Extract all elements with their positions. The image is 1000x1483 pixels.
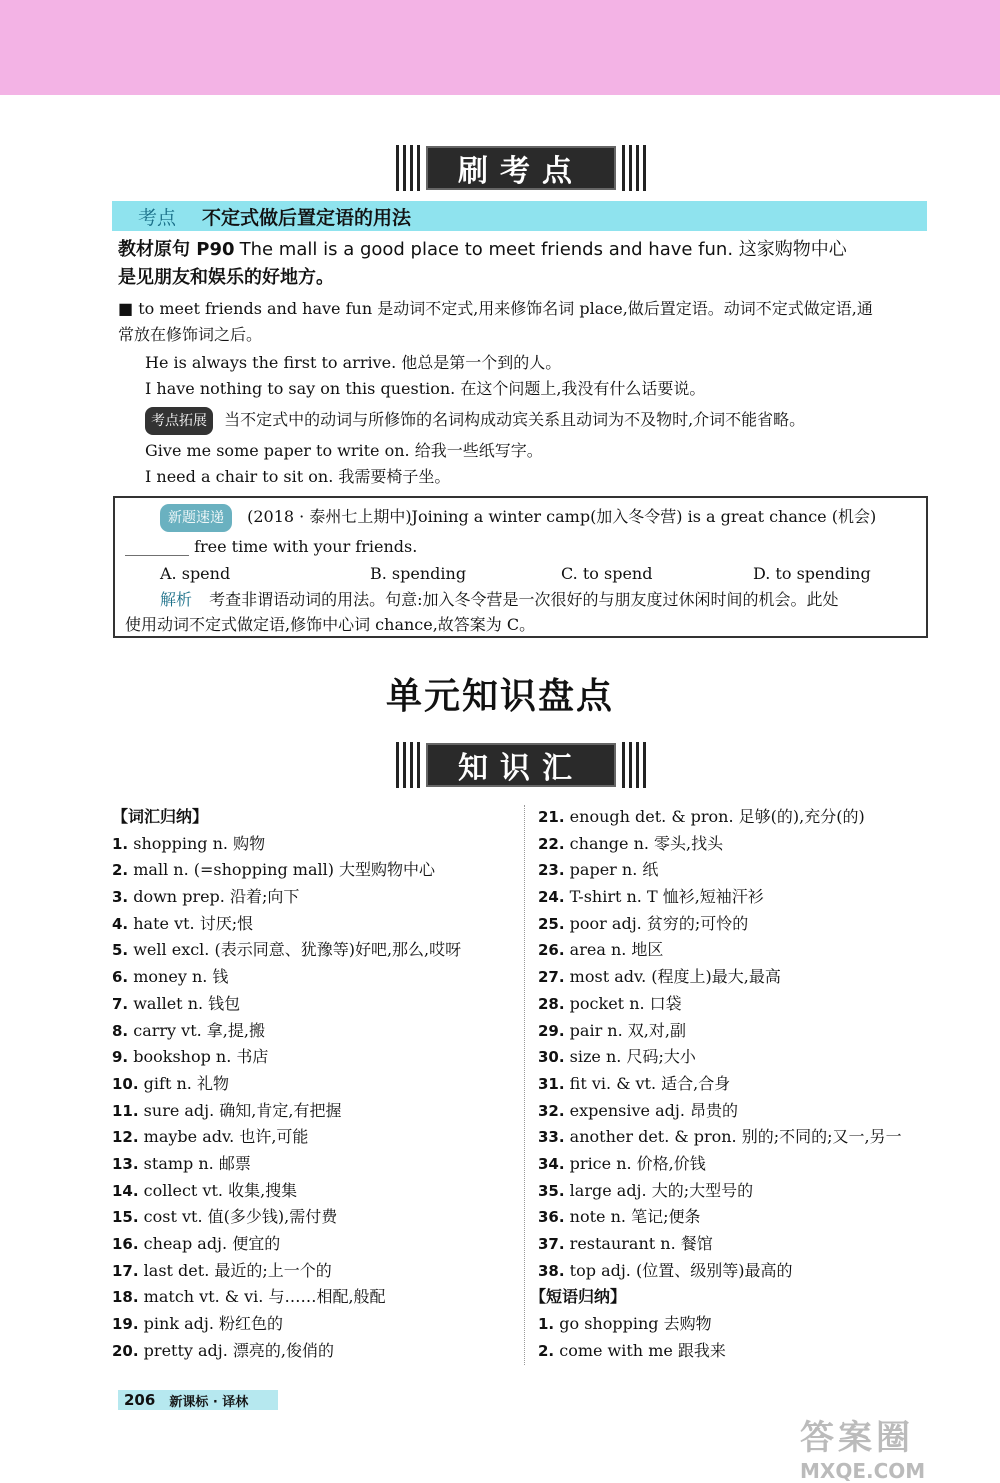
- list-item: [538, 857, 902, 884]
- example-2: I have nothing to say on this question. 在这个问题上,我没有什么话要说。: [145, 379, 706, 398]
- list-item: [538, 991, 902, 1018]
- list-item: [538, 1231, 902, 1258]
- item-text: price n. 价格,价钱: [569, 1153, 706, 1173]
- item-number: 8.: [112, 1021, 129, 1040]
- example-4: I need a chair to sit on. 我需要椅子坐。: [145, 467, 451, 486]
- item-number: 37.: [538, 1235, 565, 1253]
- item-number: 12.: [112, 1128, 139, 1147]
- item-text: money n. 钱: [133, 967, 229, 987]
- item-text: maybe adv. 也许,可能: [143, 1127, 309, 1147]
- item-text: pretty adj. 漂亮的,俊俏的: [143, 1340, 335, 1360]
- list-item: [538, 1098, 902, 1125]
- banner2-title: 知识汇: [426, 743, 616, 787]
- item-text: area n. 地区: [569, 940, 664, 960]
- example-3: Give me some paper to write on. 给我一些纸写字。: [145, 441, 543, 460]
- section-title: 单元知识盘点: [385, 676, 614, 717]
- source-sentence-line1: [118, 237, 847, 263]
- item-number: 36.: [538, 1208, 565, 1227]
- item-text: pair n. 双,对,副: [569, 1020, 686, 1040]
- top-color-band: [0, 0, 1000, 95]
- item-text: fit vi. & vt. 适合,合身: [569, 1073, 731, 1093]
- question-tag: 新题速递: [160, 504, 232, 532]
- item-text: cheap adj. 便宜的: [143, 1234, 281, 1253]
- banner-title: 刷考点: [426, 146, 616, 190]
- item-text: collect vt. 收集,搜集: [143, 1180, 298, 1200]
- item-number: 26.: [538, 941, 565, 960]
- item-text: change n. 零头,找头: [569, 833, 724, 853]
- list-item: [538, 1338, 902, 1365]
- item-number: 1.: [538, 1315, 555, 1334]
- banner-zhishi-hui: [396, 742, 646, 788]
- item-number: 21.: [538, 808, 565, 826]
- list-item: [112, 1071, 461, 1098]
- item-number: 9.: [112, 1048, 129, 1067]
- item-number: 15.: [112, 1208, 139, 1227]
- item-text: gift n. 礼物: [143, 1073, 229, 1093]
- item-number: 30.: [538, 1048, 565, 1067]
- list-item: [112, 1178, 461, 1205]
- item-text: bookshop n. 书店: [133, 1047, 269, 1067]
- item-text: T-shirt n. T 恤衫,短袖汗衫: [569, 887, 764, 907]
- item-number: 2.: [538, 1341, 555, 1360]
- option-a: A. spend: [160, 564, 231, 583]
- vocab-right-column: [530, 804, 902, 1364]
- item-number: 35.: [538, 1181, 565, 1200]
- item-text: top adj. (位置、级别等)最高的: [569, 1260, 793, 1280]
- item-text: restaurant n. 餐馆: [569, 1234, 713, 1253]
- item-text: large adj. 大的;大型号的: [569, 1180, 754, 1200]
- item-number: 7.: [112, 994, 129, 1013]
- source-label: 教材原句 P90: [118, 239, 235, 260]
- list-item: [112, 1338, 461, 1365]
- list-item: [112, 1204, 461, 1231]
- list-item: [538, 884, 902, 911]
- item-number: 2.: [112, 861, 129, 880]
- item-number: 13.: [112, 1154, 139, 1173]
- item-number: 23.: [538, 861, 565, 880]
- source-sentence-line2: 是见朋友和娱乐的好地方。: [118, 267, 334, 288]
- kaodian-title: 不定式做后置定语的用法: [202, 206, 412, 229]
- list-item: [538, 1311, 902, 1338]
- list-item: [538, 937, 902, 964]
- list-item: [112, 991, 461, 1018]
- list-item: [112, 1124, 461, 1151]
- expand-text: 当不定式中的动词与所修饰的名词构成动宾关系且动词为不及物时,介词不能省略。: [224, 410, 806, 429]
- item-number: 38.: [538, 1261, 565, 1280]
- item-text: pink adj. 粉红色的: [143, 1314, 284, 1334]
- list-item: [112, 1258, 461, 1285]
- list-item: [112, 1284, 461, 1311]
- book-name: 新课标 · 译林: [169, 1394, 249, 1410]
- phrase-heading: 【短语归纳】: [530, 1287, 627, 1307]
- question-stem2: ________ free time with your friends.: [125, 537, 418, 556]
- expand-tag: 考点拓展: [145, 407, 213, 435]
- list-item: [538, 911, 902, 938]
- item-number: 10.: [112, 1074, 139, 1093]
- explain-line1: [118, 296, 873, 322]
- list-item: [538, 1151, 902, 1178]
- list-item: [538, 964, 902, 991]
- analysis-line2: 使用动词不定式做定语,修饰中心词 chance,故答案为 C。: [125, 615, 536, 634]
- item-text: most adv. (程度上)最大,最高: [569, 967, 781, 987]
- item-text: carry vt. 拿,提,搬: [133, 1020, 265, 1040]
- item-text: expensive adj. 昂贵的: [569, 1100, 739, 1120]
- kaodian-bar: [112, 201, 927, 231]
- list-item: [112, 937, 461, 964]
- banner-shua-kaodian: [396, 145, 646, 191]
- item-text: wallet n. 钱包: [133, 993, 241, 1013]
- item-text: come with me 跟我来: [559, 1340, 726, 1360]
- column-divider: [524, 805, 525, 1365]
- banner-left-bars: [396, 145, 420, 191]
- example-1: He is always the first to arrive. 他总是第一个到的人。: [145, 353, 562, 372]
- item-number: 3.: [112, 888, 129, 907]
- option-c: C. to spend: [561, 564, 653, 583]
- list-item: [112, 964, 461, 991]
- question-stem1-row: [160, 504, 876, 532]
- banner2-right-bars: [622, 742, 646, 788]
- watermark: [800, 1410, 925, 1483]
- analysis-line1: [160, 587, 839, 613]
- item-number: 34.: [538, 1154, 565, 1173]
- item-number: 1.: [112, 834, 129, 853]
- list-item: [112, 1311, 461, 1338]
- list-item: [112, 884, 461, 911]
- item-number: 18.: [112, 1288, 139, 1307]
- kaodian-tag: 考点: [137, 206, 176, 229]
- item-number: 4.: [112, 914, 129, 933]
- item-number: 28.: [538, 994, 565, 1013]
- analysis-text1: 考查非谓语动词的用法。句意:加入冬令营是一次很好的与朋友度过休闲时间的机会。此处: [209, 590, 839, 609]
- item-number: 22.: [538, 834, 565, 853]
- banner-right-bars: [622, 145, 646, 191]
- item-number: 6.: [112, 968, 129, 987]
- list-item: [112, 831, 461, 858]
- item-text: go shopping 去购物: [559, 1314, 712, 1334]
- list-item: [538, 831, 902, 858]
- item-text: match vt. & vi. 与……相配,般配: [143, 1287, 386, 1307]
- item-text: last det. 最近的;上一个的: [143, 1260, 332, 1280]
- item-text: note n. 笔记;便条: [569, 1207, 701, 1227]
- expand-line: [145, 407, 805, 435]
- item-text: enough det. & pron. 足够(的),充分(的): [569, 807, 865, 826]
- item-text: size n. 尺码;大小: [569, 1047, 696, 1067]
- analysis-label: 解析: [160, 590, 193, 609]
- vocab-heading: 【词汇归纳】: [112, 807, 209, 826]
- list-item: [538, 1178, 902, 1205]
- item-text: stamp n. 邮票: [143, 1153, 251, 1173]
- vocab-left-column: [112, 804, 461, 1364]
- list-item: [112, 1151, 461, 1178]
- item-text: pocket n. 口袋: [569, 993, 682, 1013]
- source-sentence: The mall is a good place to meet friends and have fun. 这家购物中心: [239, 239, 847, 260]
- list-item: [538, 1071, 902, 1098]
- item-number: 11.: [112, 1101, 139, 1120]
- page-footer: [118, 1390, 278, 1410]
- list-item: [112, 911, 461, 938]
- list-item: [538, 1124, 902, 1151]
- item-number: 33.: [538, 1128, 565, 1147]
- plus-icon: ■: [118, 299, 134, 318]
- list-item: [538, 1258, 902, 1285]
- item-text: cost vt. 值(多少钱),需付费: [143, 1207, 338, 1227]
- question-box: [113, 496, 928, 638]
- item-text: mall n. (=shopping mall) 大型购物中心: [133, 860, 436, 880]
- item-text: down prep. 沿着;向下: [133, 887, 300, 907]
- option-d: D. to spending: [753, 564, 871, 583]
- item-number: 5.: [112, 941, 129, 960]
- item-number: 14.: [112, 1181, 139, 1200]
- item-number: 31.: [538, 1074, 565, 1093]
- page-number: 206: [124, 1391, 156, 1409]
- item-number: 32.: [538, 1101, 565, 1120]
- item-text: shopping n. 购物: [133, 833, 266, 853]
- explain-text1: to meet friends and have fun 是动词不定式,用来修饰名词 place,做后置定语。动词不定式做定语,通: [138, 299, 873, 318]
- list-item: [112, 1098, 461, 1125]
- item-text: another det. & pron. 别的;不同的;又一,另一: [569, 1127, 902, 1147]
- explain-line2: 常放在修饰词之后。: [118, 325, 263, 344]
- item-number: 29.: [538, 1021, 565, 1040]
- banner2-left-bars: [396, 742, 420, 788]
- list-item: [112, 1044, 461, 1071]
- item-text: poor adj. 贫穷的;可怜的: [569, 913, 749, 933]
- watermark-line1: 答案圈: [800, 1418, 914, 1458]
- list-item: [538, 1018, 902, 1045]
- item-text: well excl. (表示同意、犹豫等)好吧,那么,哎呀: [133, 940, 462, 960]
- list-item: [112, 1018, 461, 1045]
- list-item: [538, 804, 902, 831]
- list-item: [538, 1044, 902, 1071]
- question-stem1: (2018 · 泰州七上期中)Joining a winter camp(加入冬令营) is a great chance (机会): [247, 507, 877, 526]
- item-number: 24.: [538, 888, 565, 907]
- item-number: 20.: [112, 1341, 139, 1360]
- list-item: [538, 1204, 902, 1231]
- item-number: 19.: [112, 1315, 139, 1334]
- list-item: [112, 857, 461, 884]
- item-text: paper n. 纸: [569, 860, 659, 880]
- item-text: hate vt. 讨厌;恨: [133, 913, 254, 933]
- option-b: B. spending: [370, 564, 467, 583]
- item-number: 17.: [112, 1261, 139, 1280]
- watermark-line2: MXQE.COM: [800, 1459, 926, 1483]
- item-number: 25.: [538, 914, 565, 933]
- item-number: 27.: [538, 968, 565, 987]
- item-number: 16.: [112, 1235, 139, 1253]
- list-item: [112, 1231, 461, 1258]
- item-text: sure adj. 确知,肯定,有把握: [143, 1100, 342, 1120]
